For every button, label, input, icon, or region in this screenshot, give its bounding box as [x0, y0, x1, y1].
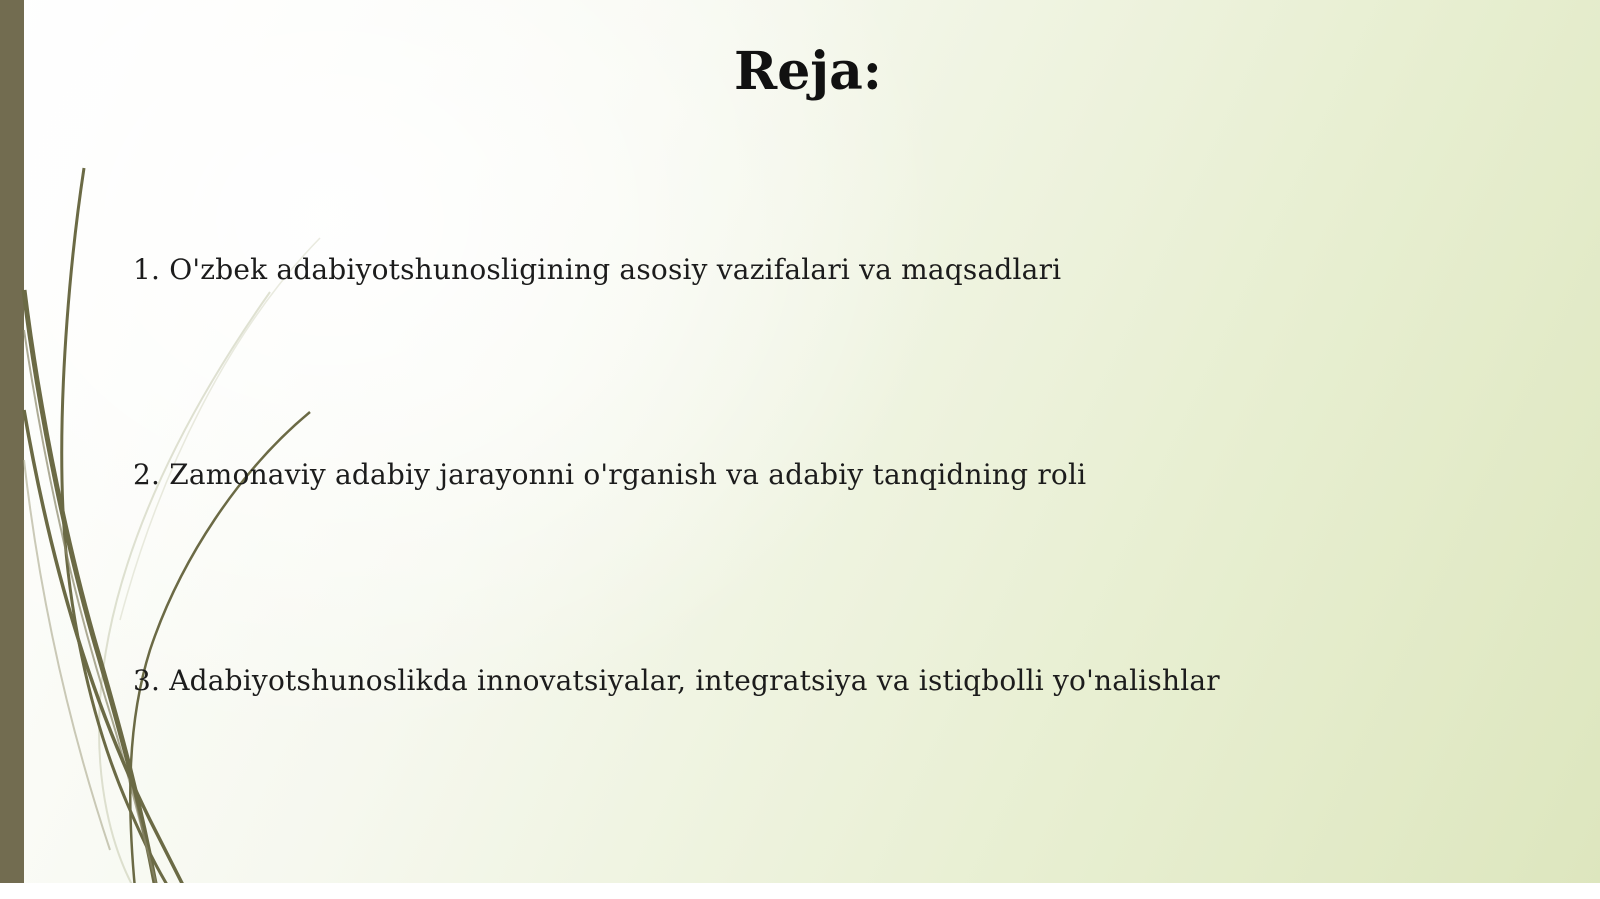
plan-item-1: 1. O'zbek adabiyotshunosligining asosiy vazifalari va maqsadlari [133, 253, 1062, 286]
slide-title: Reja: [733, 41, 882, 102]
plan-item-2: 2. Zamonaviy adabiy jarayonni o'rganish va adabiy tanqidning roli [133, 458, 1087, 491]
bottom-strip [0, 883, 1600, 899]
plan-item-3: 3. Adabiyotshunoslikda innovatsiyalar, integratsiya va istiqbolli yo'nalishlar [133, 664, 1220, 697]
accent-bar [0, 0, 24, 899]
